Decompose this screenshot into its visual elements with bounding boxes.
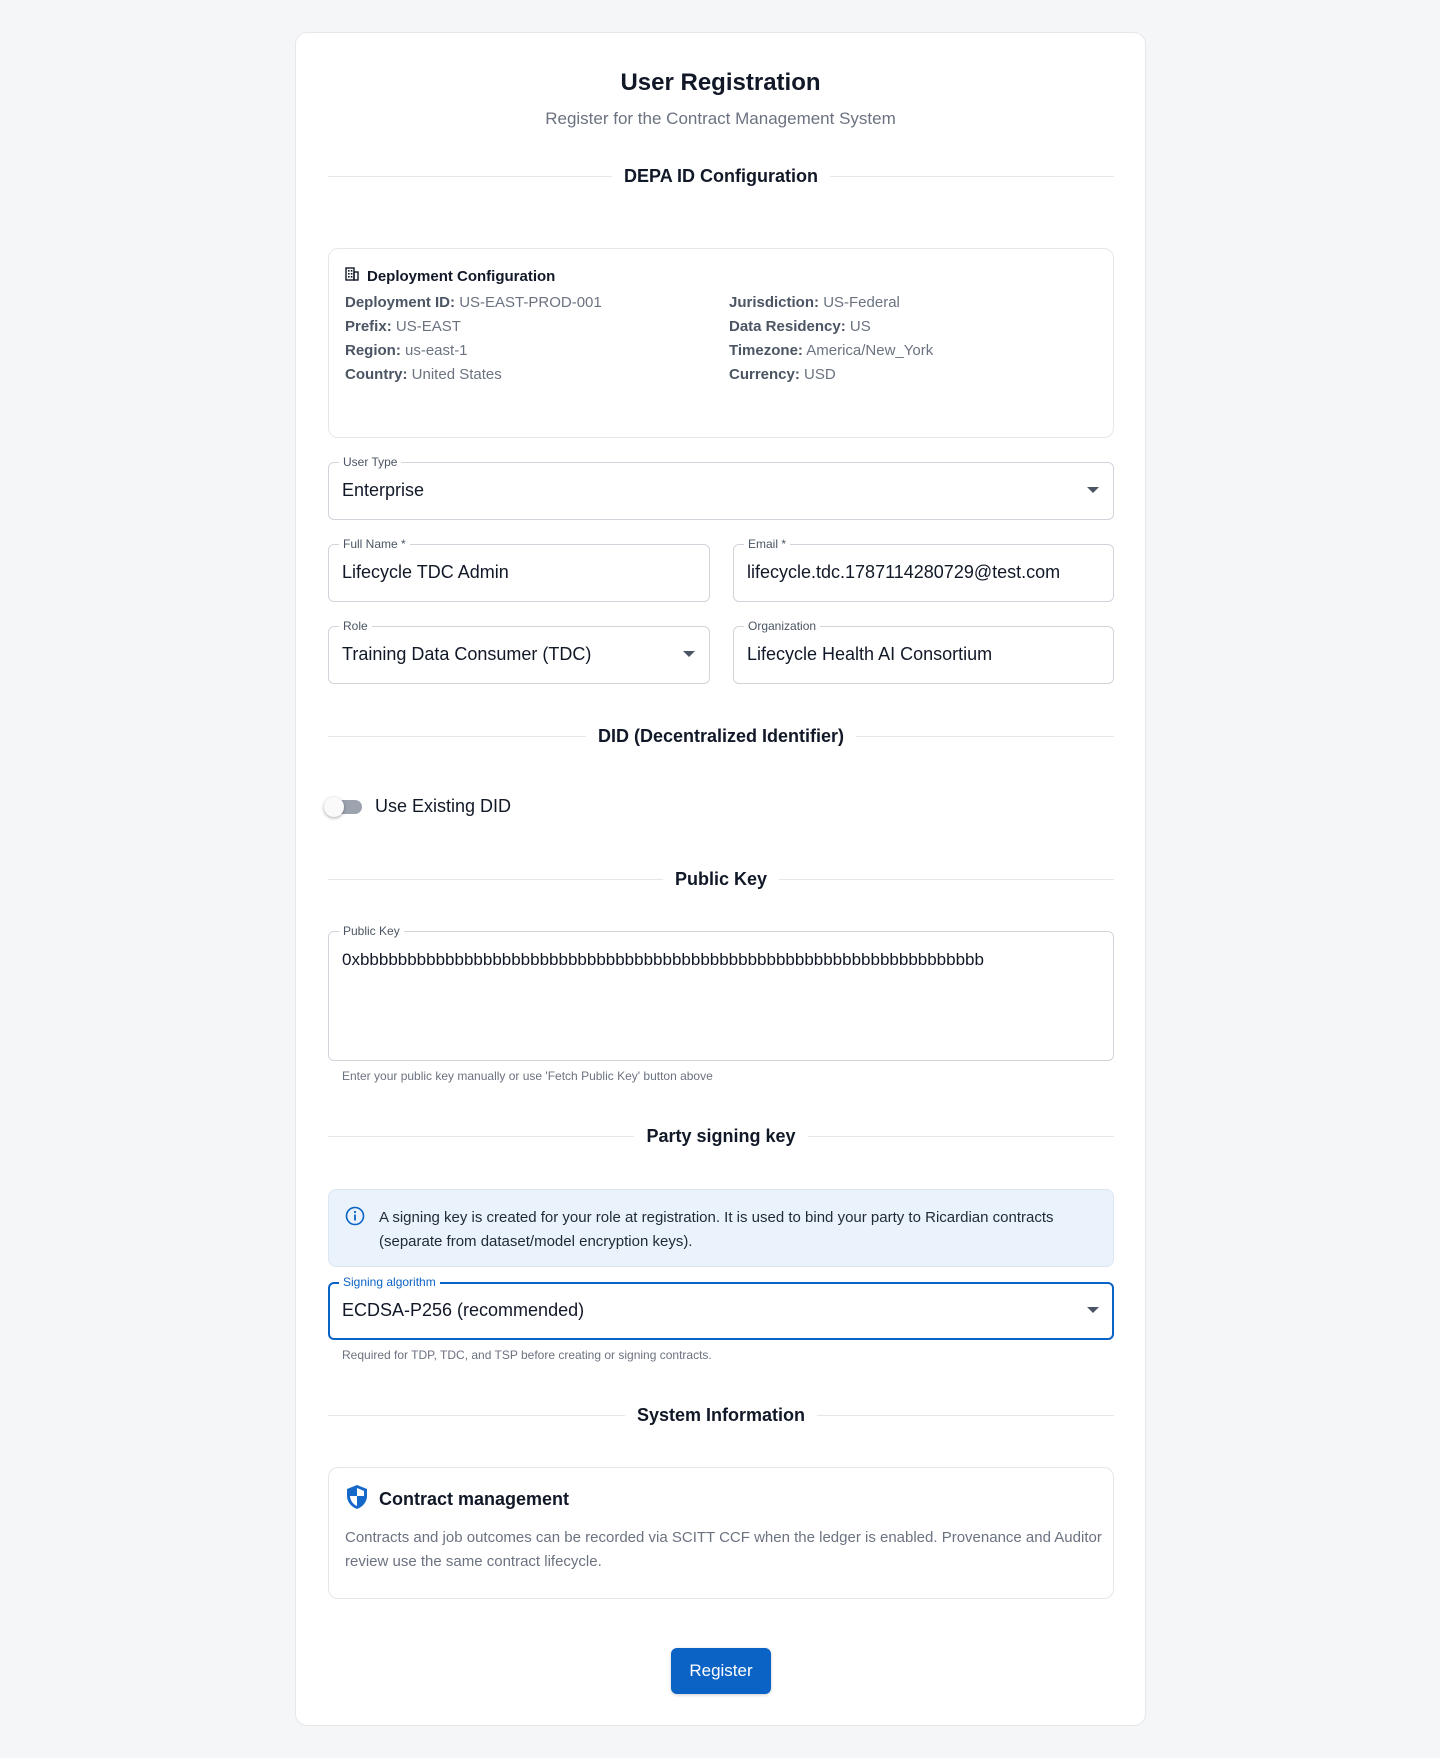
role-label: Role <box>339 619 372 633</box>
region-row: Region: us-east-1 <box>345 342 468 359</box>
chevron-down-icon <box>1087 1307 1099 1313</box>
contract-management-header <box>345 1484 569 1515</box>
contract-management-box <box>328 1467 1114 1599</box>
toggle-knob <box>324 797 344 817</box>
contract-management-title: Contract management <box>379 1489 570 1509</box>
user-type-select[interactable] <box>328 455 1114 520</box>
user-type-value: Enterprise <box>342 480 425 500</box>
user-type-label: User Type <box>339 455 401 469</box>
signing-helper: Required for TDP, TDC, and TSP before creating or signing contracts. <box>342 1348 712 1362</box>
deployment-config-header <box>345 267 555 285</box>
email-field[interactable] <box>733 537 1114 602</box>
signing-algorithm-label: Signing algorithm <box>339 1275 440 1289</box>
organization-value: Lifecycle Health AI Consortium <box>747 644 993 664</box>
role-select[interactable] <box>328 619 710 684</box>
full-name-value: Lifecycle TDC Admin <box>342 562 509 582</box>
chevron-down-icon <box>683 651 695 657</box>
public-key-helper: Enter your public key manually or use 'Fetch Public Key' button above <box>342 1069 713 1083</box>
currency-row: Currency: USD <box>729 366 836 383</box>
section-public-key-title: Public Key <box>674 868 768 889</box>
section-signing <box>328 1124 1114 1148</box>
public-key-textarea[interactable] <box>328 924 1114 1061</box>
signing-algorithm-value: ECDSA-P256 (recommended) <box>342 1300 585 1320</box>
deployment-config-box <box>328 248 1114 438</box>
page-title: User Registration <box>620 69 821 96</box>
info-icon <box>345 1206 365 1231</box>
section-system-title: System Information <box>636 1404 806 1425</box>
section-did <box>328 724 1114 748</box>
shield-icon <box>345 1484 369 1515</box>
section-system <box>328 1403 1114 1427</box>
building-icon <box>345 267 359 285</box>
signing-algorithm-select[interactable] <box>328 1275 1114 1340</box>
data-residency-row: Data Residency: US <box>729 318 871 335</box>
organization-label: Organization <box>744 619 820 633</box>
email-label: Email * <box>744 537 790 551</box>
organization-field[interactable] <box>733 619 1114 684</box>
section-depa <box>328 164 1114 188</box>
deployment-id-row: Deployment ID: US-EAST-PROD-001 <box>345 294 602 311</box>
contract-management-text: Contracts and job outcomes can be recorded via SCITT CCF when the ledger is enabled. Provenance and Auditor review use the same contract lifecycle. <box>345 1529 1102 1570</box>
signing-info-text: A signing key is created for your role at registration. It is used to bind your party to Ricardian contracts (separate from dataset/model encryption keys). <box>379 1209 1054 1250</box>
full-name-field[interactable] <box>328 537 710 602</box>
deployment-config-title: Deployment Configuration <box>367 267 556 285</box>
public-key-label: Public Key <box>339 924 404 938</box>
timezone-row: Timezone: America/New_York <box>729 342 934 359</box>
use-existing-did-label[interactable]: Use Existing DID <box>375 796 512 816</box>
public-key-value: 0xbbbbbbbbbbbbbbbbbbbbbbbbbbbbbbbbbbbbbbbbbbbbbbbbbbbbbbbbbbbbbbbbbb <box>342 950 984 969</box>
registration-card <box>295 32 1146 1726</box>
role-value: Training Data Consumer (TDC) <box>342 644 592 664</box>
deployment-details <box>345 293 1105 385</box>
use-existing-did-toggle[interactable] <box>328 800 362 814</box>
register-button[interactable]: Register <box>671 1648 771 1694</box>
country-row: Country: United States <box>345 366 502 383</box>
section-depa-title: DEPA ID Configuration <box>624 165 818 186</box>
section-did-title: DID (Decentralized Identifier) <box>597 725 845 746</box>
jurisdiction-row: Jurisdiction: US-Federal <box>729 294 900 311</box>
full-name-label: Full Name * <box>339 537 410 551</box>
section-signing-title: Party signing key <box>646 1125 796 1146</box>
signing-info-alert <box>328 1189 1114 1267</box>
prefix-row: Prefix: US-EAST <box>345 318 461 335</box>
chevron-down-icon <box>1087 487 1099 493</box>
email-value: lifecycle.tdc.1787114280729@test.com <box>747 562 1061 582</box>
section-public-key <box>328 867 1114 891</box>
page-subtitle: Register for the Contract Management System <box>545 109 896 128</box>
